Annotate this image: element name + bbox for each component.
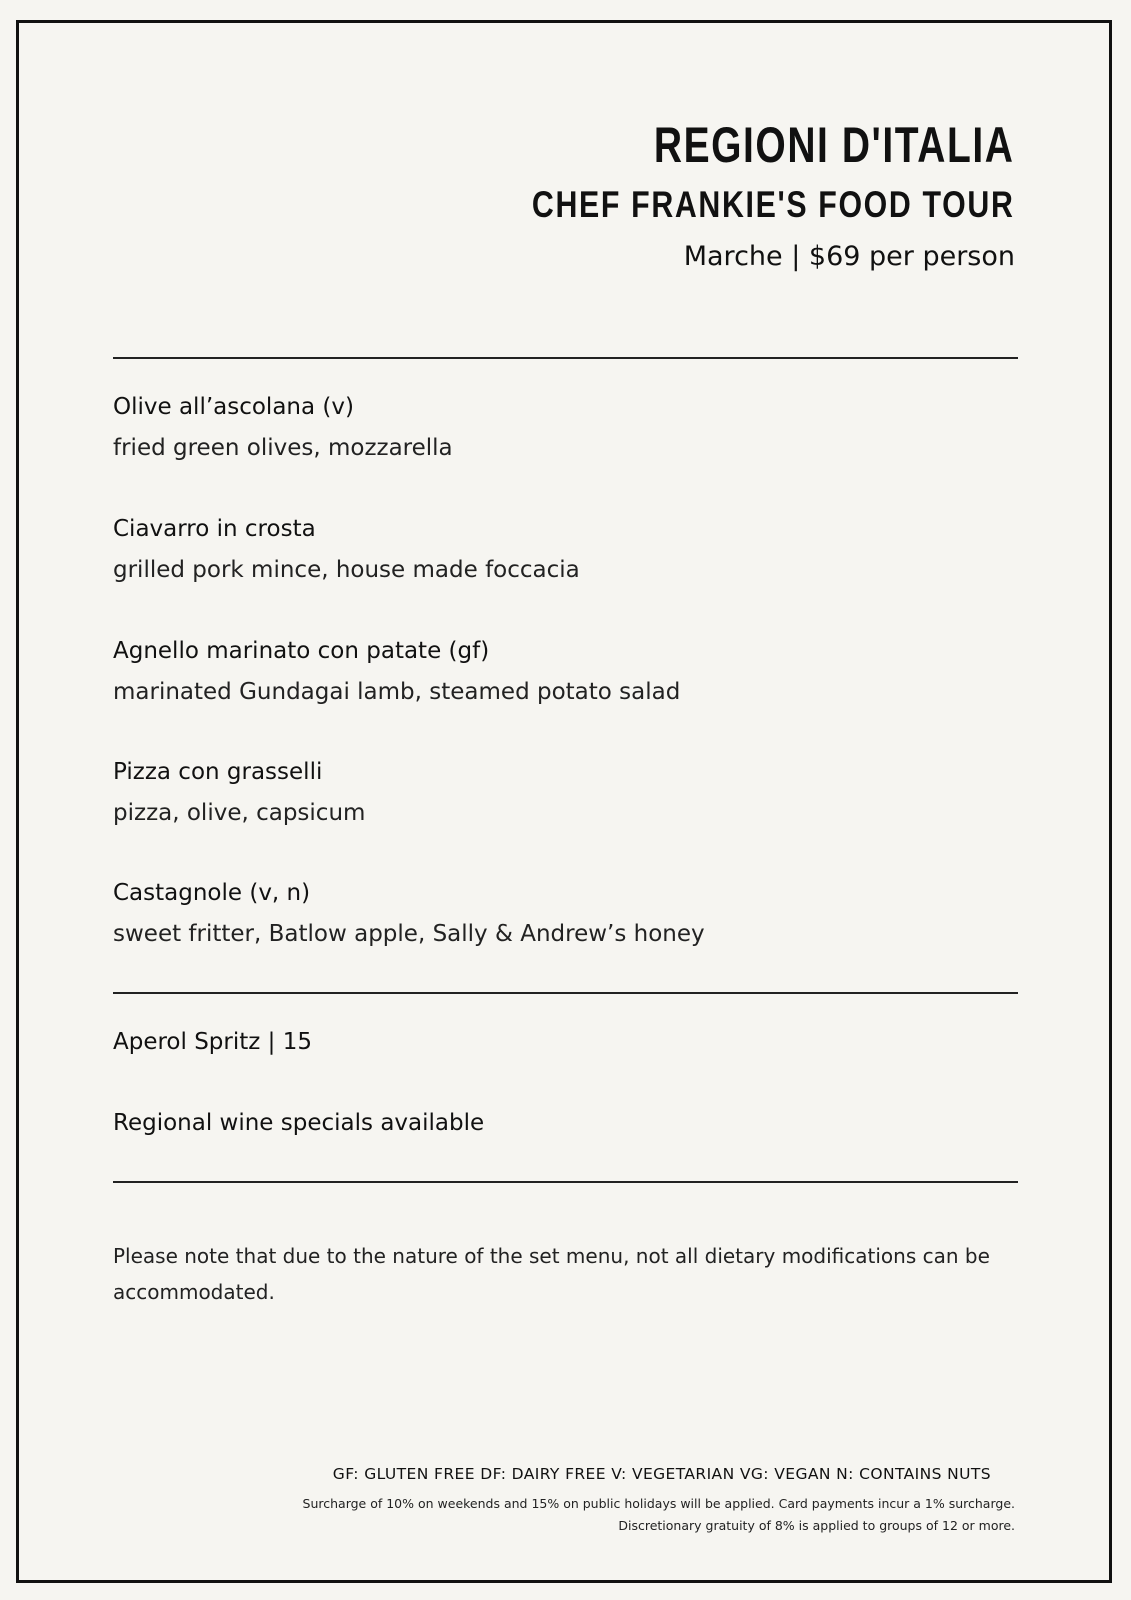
menu-title: REGIONI D'ITALIA <box>654 117 1015 173</box>
divider-bottom <box>113 1181 1018 1183</box>
gratuity-note: Discretionary gratuity of 8% is applied to groups of 12 or more. <box>618 1518 1015 1533</box>
surcharge-note: Surcharge of 10% on weekends and 15% on public holidays will be applied. Card payments incur a 1% surcharge. <box>302 1496 1015 1511</box>
dietary-legend: GF: GLUTEN FREE DF: DAIRY FREE V: VEGETARIAN VG: VEGAN N: CONTAINS NUTS <box>332 1465 991 1483</box>
menu-item-name: Agnello marinato con patate (gf) <box>113 638 490 664</box>
menu-item-description: fried green olives, mozzarella <box>113 435 453 461</box>
menu-item-name: Ciavarro in crosta <box>113 516 316 542</box>
divider-top <box>113 357 1018 359</box>
dietary-note: Please note that due to the nature of the set menu, not all dietary modifications can be accommodated. <box>113 1244 990 1304</box>
menu-item-description: grilled pork mince, house made foccacia <box>113 557 580 583</box>
divider-middle <box>113 992 1018 994</box>
menu-item-description: marinated Gundagai lamb, steamed potato salad <box>113 679 681 705</box>
menu-item-name: Castagnole (v, n) <box>113 880 311 906</box>
menu-item-description: pizza, olive, capsicum <box>113 800 366 826</box>
drink-wine-specials: Regional wine specials available <box>113 1110 485 1136</box>
menu-header <box>426 115 1015 272</box>
drink-spritz: Aperol Spritz | 15 <box>113 1029 312 1055</box>
price-line: Marche | $69 per person <box>683 241 1015 272</box>
menu-item-name: Pizza con grasselli <box>113 759 323 785</box>
menu-item-description: sweet fritter, Batlow apple, Sally & Andrew’s honey <box>113 921 705 947</box>
menu-subtitle: CHEF FRANKIE'S FOOD TOUR <box>532 184 1015 225</box>
menu-item-name: Olive all’ascolana (v) <box>113 394 354 420</box>
